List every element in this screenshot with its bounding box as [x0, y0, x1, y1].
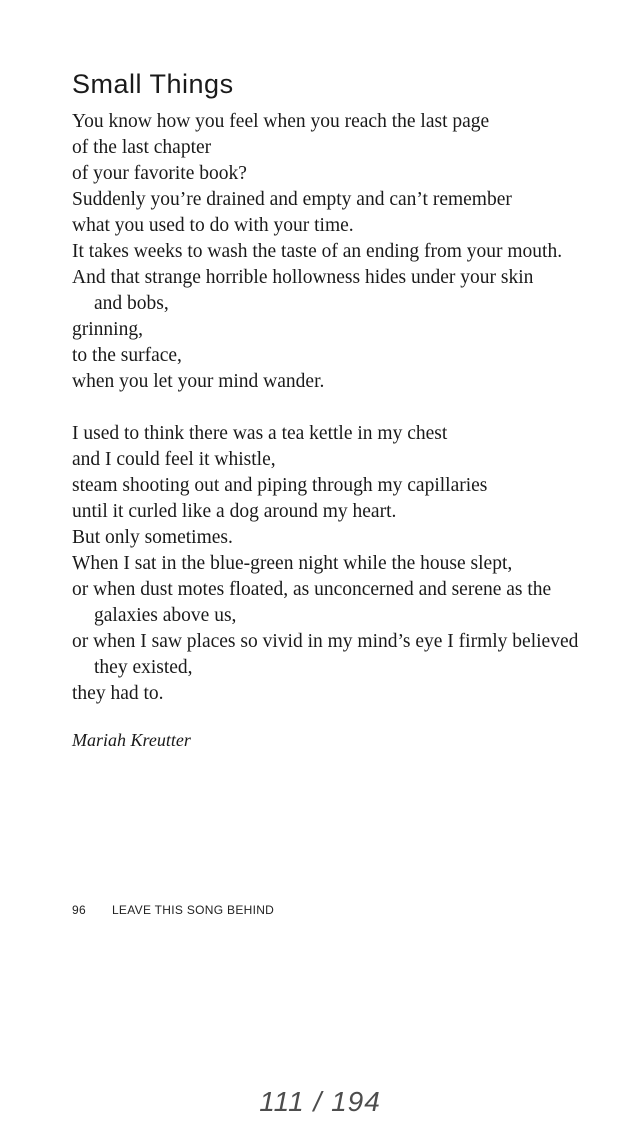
poem-title: Small Things	[72, 69, 234, 99]
poem-line: galaxies above us,	[94, 605, 237, 626]
poem-line: of the last chapter	[72, 137, 212, 158]
poem-line: And that strange horrible hollowness hides under your skin	[72, 267, 534, 288]
poem-line: You know how you feel when you reach the last page	[72, 111, 490, 132]
page-number: 96	[72, 903, 86, 917]
book-page-content	[72, 70, 600, 753]
poem-stanza-1	[72, 109, 600, 395]
poem-line: until it curled like a dog around my heart.	[72, 501, 397, 522]
poem-line: and I could feel it whistle,	[72, 449, 276, 470]
poem-line: they existed,	[94, 657, 193, 678]
poem-line: they had to.	[72, 683, 164, 704]
poem-stanza-2	[72, 421, 600, 707]
poem-line: or when dust motes floated, as unconcerned and serene as the	[72, 579, 552, 600]
poem-line: Suddenly you’re drained and empty and can’t remember	[72, 189, 512, 210]
poem-line: But only sometimes.	[72, 527, 233, 548]
poem-line: when you let your mind wander.	[72, 371, 325, 392]
book-footer	[72, 903, 274, 917]
poem-line: grinning,	[72, 319, 143, 340]
poem-line: of your favorite book?	[72, 163, 247, 184]
poem-line: or when I saw places so vivid in my mind’s eye I firmly believed	[72, 631, 579, 652]
reading-progress-indicator: 111 / 194	[259, 1086, 381, 1117]
poem-line: When I sat in the blue-green night while the house slept,	[72, 553, 513, 574]
running-title: LEAVE THIS SONG BEHIND	[111, 903, 275, 917]
poem-line: steam shooting out and piping through my capillaries	[72, 475, 488, 496]
poem-author: Mariah Kreutter	[72, 730, 191, 750]
poem-line: what you used to do with your time.	[72, 215, 354, 236]
poem-line: and bobs,	[94, 293, 169, 314]
poem-line: I used to think there was a tea kettle in my chest	[72, 423, 448, 444]
poem-line: It takes weeks to wash the taste of an ending from your mouth.	[72, 241, 563, 262]
poem-line: to the surface,	[72, 345, 182, 366]
